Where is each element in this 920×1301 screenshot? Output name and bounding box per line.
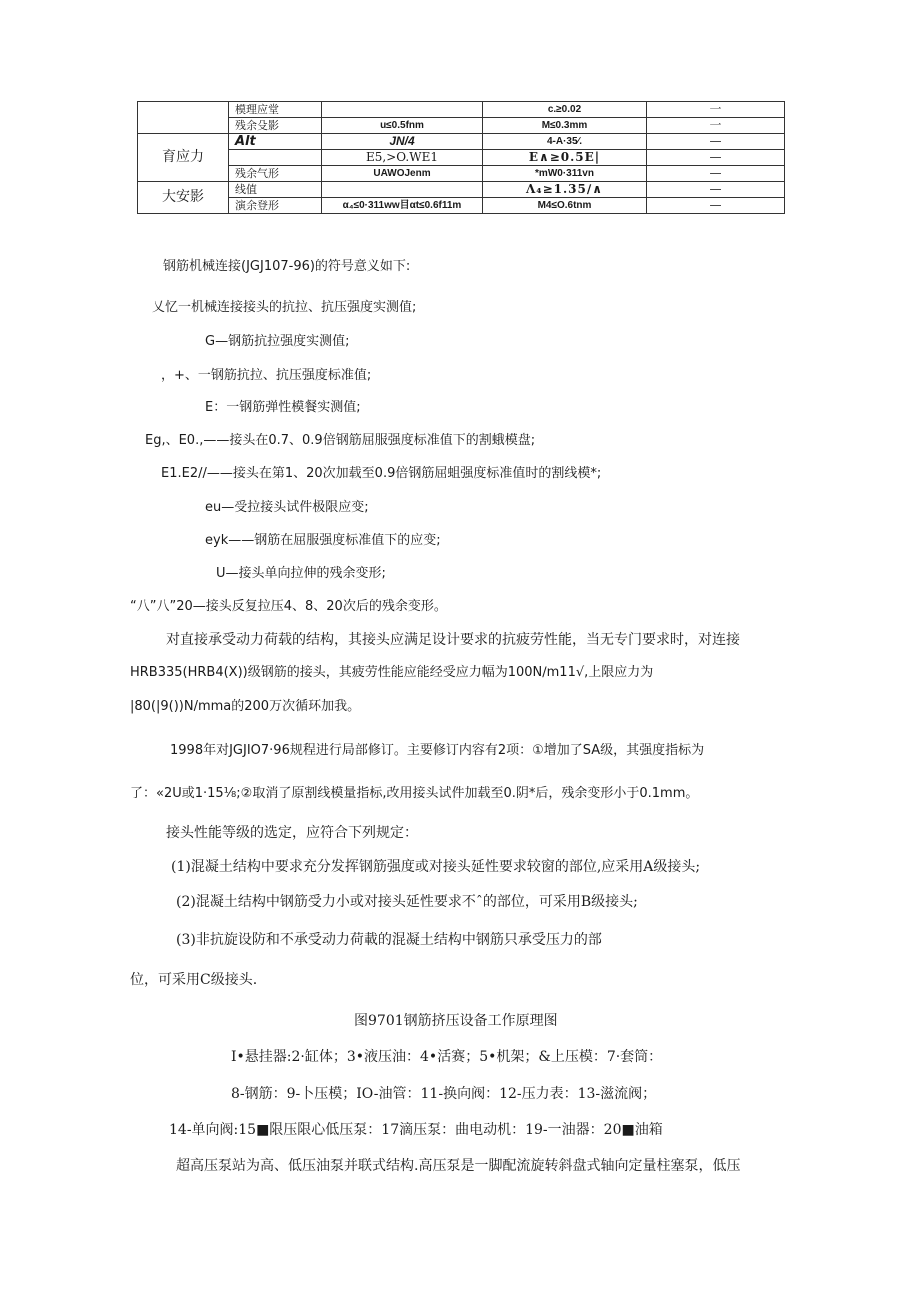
- figure-caption: 图9701钢筋挤压设备工作原理图: [354, 1013, 558, 1029]
- symbol-definition: “八”八”20—接头反复拉压4、8、20次后的残余变形。: [130, 599, 447, 614]
- table-row: [138, 118, 785, 134]
- value-cell: [322, 102, 483, 118]
- symbol-definition: E1.E2//——接头在第1、20次加载至0.9倍钢筋屈蛆强度标准值时的割线模*;: [161, 466, 602, 481]
- value-cell: —: [647, 134, 785, 150]
- paragraph-line: 对直接承受动力荷载的结构，其接头应满足设计要求的抗疲劳性能，当无专门要求时，对连接: [166, 632, 740, 648]
- value-cell: M4≤O.6tnm: [483, 198, 647, 214]
- group-cell: [138, 102, 229, 134]
- symbol-definition: eyk——钢筋在屈服强度标准值下的应变;: [205, 533, 441, 548]
- value-cell: UAWOJenm: [322, 166, 483, 182]
- paragraph-line: 接头性能等级的选定，应符合下列规定：: [166, 825, 418, 841]
- figure-legend-line: 8-钢筋：9-卜压模；IO-油管：11-换向阀：12-压力表：13-滋流阀；: [231, 1086, 657, 1102]
- table-row: [138, 150, 785, 166]
- value-cell: —: [647, 198, 785, 214]
- symbol-definition: E：一钢筋弹性模餐实测值;: [205, 400, 361, 415]
- table-row: [138, 134, 785, 150]
- value-cell: Λ₄≥1.35∕∧: [483, 182, 647, 198]
- group-cell: 大安影: [138, 182, 229, 214]
- value-cell: u≤0.5fnm: [322, 118, 483, 134]
- list-item: (3)非抗旋设防和不承受动力荷載的混凝土结构中钢筋只承受压力的部: [176, 932, 602, 948]
- table-row: [138, 166, 785, 182]
- value-cell: M≤0.3mm: [483, 118, 647, 134]
- value-cell: E5,>O.WE1: [322, 150, 483, 166]
- item-name: 线值: [229, 182, 322, 198]
- value-cell: —: [647, 182, 785, 198]
- paragraph-line: 了：«2U或1·15⅛;②取消了原割线模量指标,改用接头试件加载至0.阴*后，残余变形小于0.1mm。: [130, 786, 699, 801]
- item-name: 残余气形: [229, 166, 322, 182]
- value-cell: 一: [647, 118, 785, 134]
- paragraph-line: 1998年对JGJIO7·96规程进行局部修订。主要修订内容有2项：①增加了SA级，其强度指标为: [170, 743, 705, 758]
- value-cell: —: [647, 150, 785, 166]
- value-cell: *mW0·311vn: [483, 166, 647, 182]
- symbol-definition: Eg,、E0.,——接头在0.7、0.9倍钢筋屈服强度标准值下的割蛾模盘;: [145, 433, 536, 448]
- figure-legend-line: 14-单向阀:15■限压限心低压泵：17滴压泵：曲电动机：19-一油器：20■油箱: [169, 1122, 663, 1138]
- symbol-definition: U—接头单向拉伸的残余变形;: [216, 566, 386, 581]
- value-cell: [322, 182, 483, 198]
- value-cell: 4-A·35∕.: [483, 134, 647, 150]
- item-name: 模理应堂: [229, 102, 322, 118]
- table-row: [138, 102, 785, 118]
- symbol-definition: ，+、一钢筋抗拉、抗压强度标准值;: [161, 368, 372, 383]
- paragraph-line: |80(|9())N/mma的200万次循环加我。: [130, 699, 361, 714]
- value-cell: 一: [647, 102, 785, 118]
- spec-table: [137, 101, 785, 214]
- item-name: 残余殳影: [229, 118, 322, 134]
- item-name: Alt: [229, 134, 322, 150]
- value-cell: E∧≥0.5E|: [483, 150, 647, 166]
- paragraph-line: HRB335(HRB4(X))级钢筋的接头，其疲劳性能应能经受应力幅为100N∕m11√,上限应力为: [130, 665, 654, 680]
- item-name: 演余登形: [229, 198, 322, 214]
- value-cell: α₄≤0·311ww目αt≤0.6f11m: [322, 198, 483, 214]
- symbol-definition: G—钢筋抗拉强度实测值;: [205, 334, 350, 349]
- symbol-definition: eu—受拉接头试件极限应变;: [205, 500, 369, 515]
- table-row: [138, 182, 785, 198]
- list-item: (1)混凝土结构中要求充分发挥钢筋强度或对接头延性要求较窗的部位,应采用A级接头;: [171, 859, 701, 875]
- figure-legend-line: I•悬挂器:2·缸体；3•液压油：4•活赛；5•机架；&上压模：7·套筒：: [231, 1049, 663, 1065]
- paragraph-line: 超高压泵站为高、低压油泵并联式结构.高压泵是一脚配流旋转斜盘式轴向定量柱塞泵，低压: [176, 1158, 741, 1174]
- symbol-definition: 乂忆一机械连接接头的抗拉、抗压强度实测值;: [152, 300, 417, 315]
- group-cell: 育应力: [138, 134, 229, 182]
- list-item: (2)混凝土结构中钢筋受力小或对接头延性要求不ˆ的部位，可采用B级接头;: [176, 894, 638, 910]
- value-cell: JN/4: [322, 134, 483, 150]
- item-name: [229, 150, 322, 166]
- value-cell: c.≥0.02: [483, 102, 647, 118]
- table-row: [138, 198, 785, 214]
- paragraph-line: 钢筋机械连接(JGJ107-96)的符号意义如下:: [163, 259, 411, 274]
- value-cell: —: [647, 166, 785, 182]
- list-item: 位，可采用C级接头.: [130, 972, 258, 988]
